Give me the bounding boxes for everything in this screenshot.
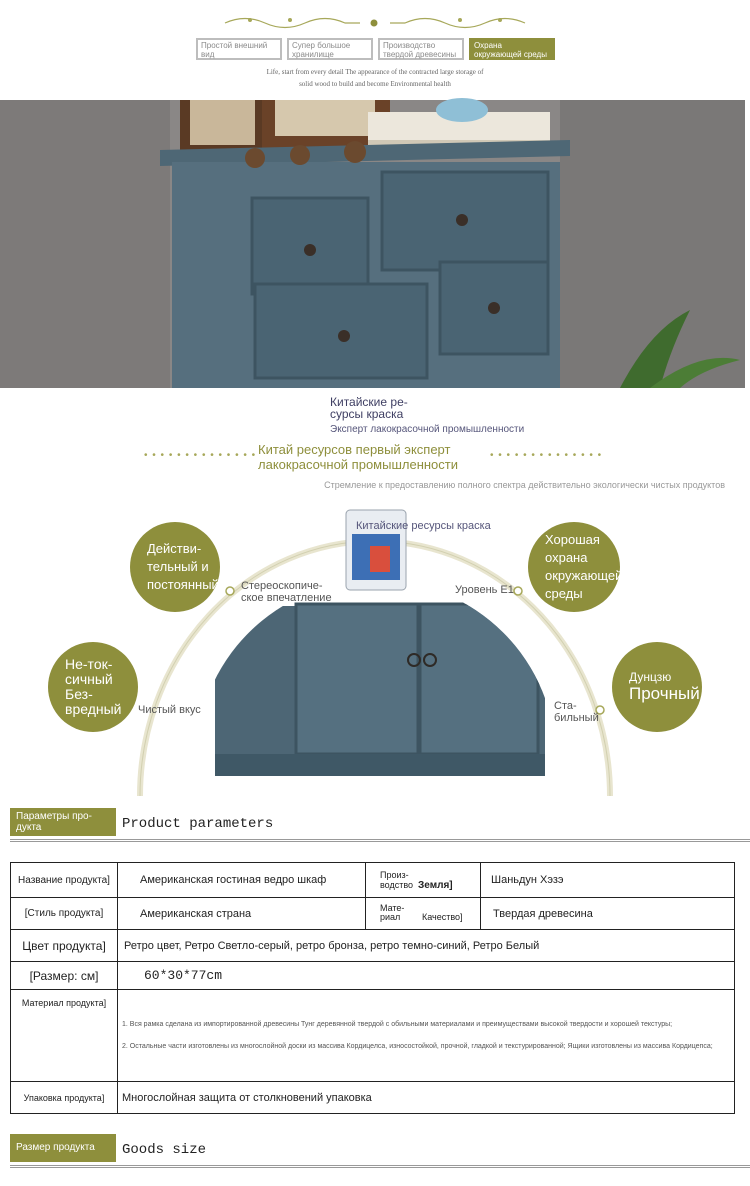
origin-label-cell (366, 863, 481, 898)
params-badge: Параметры про-дукта (10, 808, 116, 836)
bubble-nontoxic-text: Не-ток-сичный Без-вредный (65, 656, 122, 717)
headline-row (140, 442, 610, 476)
goods-divider (10, 1165, 750, 1168)
color-value: Ретро цвет, Ретро Светло-серый, ретро бронза, ретро темно-синий, Ретро Белый (118, 930, 735, 962)
tagline-line-2: solid wood to build and become Environmental health (299, 80, 451, 88)
paint-can-label: Китайские ресурсы краска (356, 520, 491, 532)
origin-value: Шаньдун Хэзэ (481, 863, 735, 898)
headline-dots-left: • • • • • • • • • • • • • • (144, 450, 257, 461)
bubble-eco (528, 522, 623, 612)
table-row (11, 930, 735, 962)
tab-simple-look[interactable]: Простой внешний вид (196, 38, 282, 60)
material-label: Материал продукта] (11, 990, 118, 1082)
features-diagram (0, 496, 750, 796)
slogan: Стремление к предоставлению полного спектра действительно экологически чистых продуктов (324, 480, 725, 490)
bubble-durable (612, 642, 702, 732)
pack-value: Многослойная защита от столкновений упаковка (118, 1082, 735, 1114)
table-row (11, 990, 735, 1082)
style-label: [Стиль продукта] (11, 898, 118, 930)
style-value: Американская страна (118, 898, 366, 930)
headline: Китай ресурсов первый эксперт лакокрасочной промышленности (258, 442, 459, 472)
page-header (0, 0, 750, 100)
params-title-en: Product parameters (122, 816, 274, 832)
label-stable: Ста-бильный (554, 700, 599, 724)
quality-label: Качество] (422, 912, 463, 922)
bubble-durable-text: Прочный (629, 683, 700, 703)
quality-value: Твердая древесина (481, 898, 735, 930)
hero-cabinet-photo (0, 100, 750, 388)
table-row (11, 1082, 735, 1114)
bubble-durable-extra: Дунцзю (629, 669, 672, 684)
bubble-nontoxic (48, 642, 138, 732)
tab-large-storage[interactable]: Супер большое хранилище (287, 38, 373, 60)
headline-dots-right: • • • • • • • • • • • • • • (490, 450, 603, 461)
color-label: Цвет продукта] (11, 930, 118, 962)
material-line-1: 1. Вся рамка сделана из импортированной древесины Тунг деревянной твердой с обильными материалами и преимуществами высокой твердости и хорошей текстуры; (122, 1020, 673, 1028)
params-divider (10, 839, 750, 842)
goods-section-bar (10, 1134, 740, 1164)
tab-eco-health[interactable]: Охрана окружающей среды и здоровье (469, 38, 555, 60)
tagline-line-1: Life, start from every detail The appearance of the contracted large storage of (266, 68, 484, 76)
label-stereo: Стереоскопиче-ское впечатление (241, 580, 332, 604)
origin-label-2: Земля] (418, 879, 453, 891)
name-value: Американская гостиная ведро шкаф (118, 863, 366, 898)
table-row (11, 863, 735, 898)
params-section-bar (10, 808, 740, 838)
params-table (10, 862, 735, 1114)
tagline (0, 66, 750, 90)
material-short-label: Мате-риал (380, 903, 405, 922)
brand-expert: Эксперт лакокрасочной промышленности (330, 424, 525, 435)
pack-label: Упаковка продукта] (11, 1082, 118, 1114)
goods-title-en: Goods size (122, 1142, 207, 1158)
bubble-effective-text: Действи-тельный и постоянный (147, 541, 219, 592)
material-line-2: 2. Остальные части изготовлены из многослойной доски из массива Кордицелса, износостойкой, прочной, гладкой и текстурированной; Ящики изготовлены из массива Кордицепса; (122, 1042, 713, 1050)
name-label: Название продукта] (11, 863, 118, 898)
bubble-eco-text: Хорошая охрана окружающей среды (545, 532, 623, 601)
size-label: [Размер: см] (11, 962, 118, 990)
label-level-e1: Уровень E1 (455, 584, 514, 596)
table-row (11, 898, 735, 930)
feature-tabs (196, 38, 555, 68)
size-value: 60*30*77cm (118, 962, 735, 990)
bubble-effective (130, 522, 220, 612)
table-row (11, 962, 735, 990)
material-value-cell (118, 990, 735, 1082)
label-pure-taste: Чистый вкус (138, 704, 201, 716)
quality-label-cell (366, 898, 481, 930)
flourish-ornament-icon (220, 14, 530, 32)
origin-label: Произ-водство (380, 869, 414, 890)
goods-badge: Размер продукта (10, 1134, 116, 1162)
tab-solid-wood[interactable]: Производство твердой древесины (378, 38, 464, 60)
brand-name: Китайские ре-сурсы краска (330, 395, 408, 421)
